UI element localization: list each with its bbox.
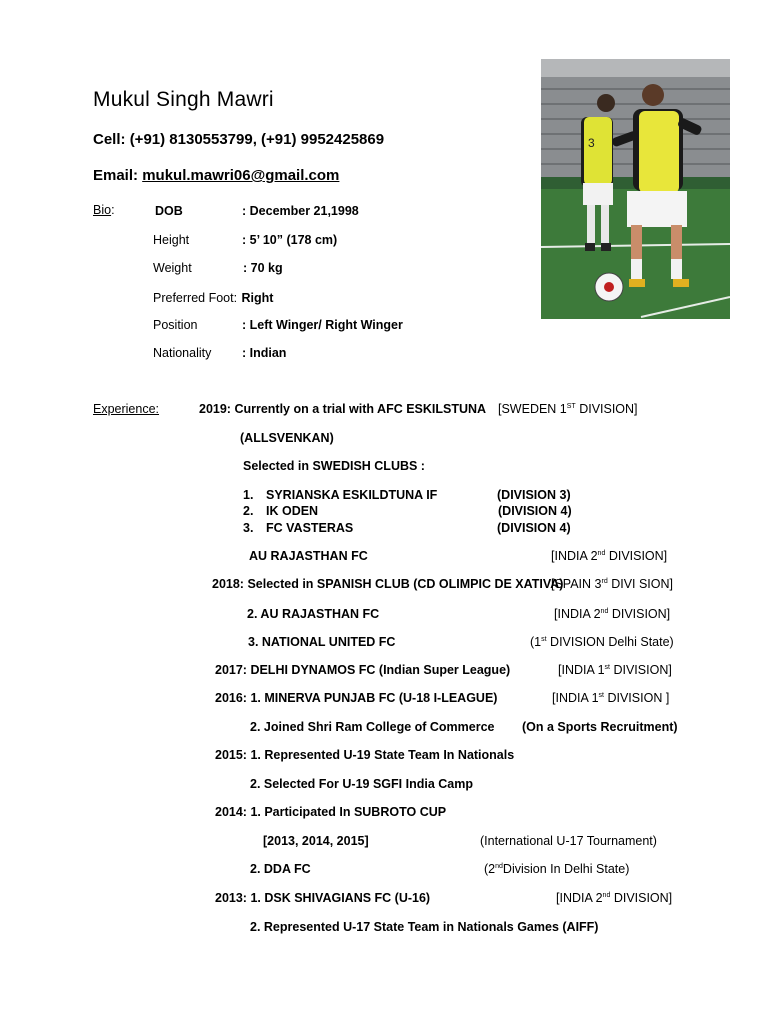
swedish-club-division: (DIVISION 4) bbox=[498, 504, 572, 518]
swedish-club-num: 1. bbox=[243, 488, 254, 502]
nationality-label: Nationality bbox=[153, 346, 212, 360]
exp-2016-tag2: (On a Sports Recruitment) bbox=[522, 720, 678, 734]
cell-label: Cell: bbox=[93, 131, 126, 148]
swedish-club-num: 3. bbox=[243, 521, 254, 535]
height-value: : 5’ 10” (178 cm) bbox=[242, 233, 338, 247]
bio-heading-colon: : bbox=[111, 203, 115, 217]
bio-heading-text: Bio bbox=[93, 203, 112, 217]
exp-2013-line2: 2. Represented U-17 State Team in Nationals Games (AIFF) bbox=[250, 920, 599, 934]
swedish-club-name: FC VASTERAS bbox=[266, 521, 354, 535]
position-value: : Left Winger/ Right Winger bbox=[242, 318, 403, 332]
exp-2019-tag: [SWEDEN 1ST DIVISION] bbox=[498, 402, 638, 416]
preferred-foot-label: Preferred Foot: bbox=[153, 291, 238, 305]
cell-line bbox=[93, 131, 384, 148]
exp-2019-line1: 2019: Currently on a trial with AFC ESKILSTUNA bbox=[199, 402, 487, 416]
swedish-club-division: (DIVISION 4) bbox=[497, 521, 571, 535]
email-line bbox=[93, 167, 339, 184]
exp-2014-years: [2013, 2014, 2015] bbox=[263, 834, 369, 848]
height-label: Height bbox=[153, 233, 190, 247]
exp-2018-line1: 2018: Selected in SPANISH CLUB (CD OLIMPIC DE XATIVA) bbox=[212, 577, 564, 591]
exp-2013-tag1: [INDIA 2nd DIVISION] bbox=[556, 891, 673, 905]
exp-2017-line: 2017: DELHI DYNAMOS FC (Indian Super League) bbox=[215, 663, 511, 677]
preferred-foot-row bbox=[153, 289, 273, 307]
exp-2018-tag3: (1st DIVISION Delhi State) bbox=[530, 635, 674, 649]
weight-value: : 70 kg bbox=[243, 261, 283, 275]
preferred-foot-value: Right bbox=[241, 291, 274, 305]
exp-2019-line2: (ALLSVENKAN) bbox=[240, 431, 334, 445]
experience-heading: Experience: bbox=[93, 402, 160, 416]
au-rajasthan-line: AU RAJASTHAN FC bbox=[249, 549, 368, 563]
exp-2015-line1: 2015: 1. Represented U-19 State Team In Nationals bbox=[215, 748, 515, 762]
swedish-club-name: SYRIANSKA ESKILDTUNA IF bbox=[266, 488, 438, 502]
exp-2018-line2: 2. AU RAJASTHAN FC bbox=[247, 607, 380, 621]
svg-text:3: 3 bbox=[588, 136, 595, 150]
exp-2018-line3: 3. NATIONAL UNITED FC bbox=[248, 635, 396, 649]
swedish-club-division: (DIVISION 3) bbox=[497, 488, 571, 502]
exp-2014-line1: 2014: 1. Participated In SUBROTO CUP bbox=[215, 805, 447, 819]
dob-value: : December 21,1998 bbox=[242, 204, 359, 218]
player-photo bbox=[541, 59, 730, 319]
exp-2016-line2: 2. Joined Shri Ram College of Commerce bbox=[250, 720, 495, 734]
email-label: Email: bbox=[93, 167, 139, 184]
nationality-value: : Indian bbox=[242, 346, 287, 360]
email-link[interactable]: mukul.mawri06@gmail.com bbox=[142, 167, 340, 184]
cell-value: (+91) 8130553799, (+91) 9952425869 bbox=[129, 131, 385, 148]
exp-2016-line1: 2016: 1. MINERVA PUNJAB FC (U-18 I-LEAGUE) bbox=[215, 691, 498, 705]
exp-2013-line1: 2013: 1. DSK SHIVAGIANS FC (U-16) bbox=[215, 891, 431, 905]
exp-2018-tag2: [INDIA 2nd DIVISION] bbox=[554, 607, 671, 621]
exp-2018-tag1: [SPAIN 3rd DIVI SION] bbox=[551, 577, 674, 591]
exp-2014-tag2: (2ndDivision In Delhi State) bbox=[484, 862, 630, 876]
swedish-clubs-heading: Selected in SWEDISH CLUBS : bbox=[243, 459, 425, 473]
swedish-club-name: IK ODEN bbox=[266, 504, 319, 518]
swedish-club-num: 2. bbox=[243, 504, 254, 518]
exp-2015-line2: 2. Selected For U-19 SGFI India Camp bbox=[250, 777, 473, 791]
weight-label: Weight bbox=[153, 261, 192, 275]
exp-2014-line2: 2. DDA FC bbox=[250, 862, 311, 876]
bio-heading bbox=[93, 203, 115, 217]
exp-2016-tag1: [INDIA 1st DIVISION ] bbox=[552, 691, 670, 705]
dob-label: DOB bbox=[155, 204, 183, 218]
exp-2017-tag: [INDIA 1st DIVISION] bbox=[558, 663, 672, 677]
exp-2014-tag1: (International U-17 Tournament) bbox=[480, 834, 657, 848]
au-rajasthan-tag: [INDIA 2nd DIVISION] bbox=[551, 549, 668, 563]
position-label: Position bbox=[153, 318, 198, 332]
candidate-name: Mukul Singh Mawri bbox=[93, 88, 274, 111]
